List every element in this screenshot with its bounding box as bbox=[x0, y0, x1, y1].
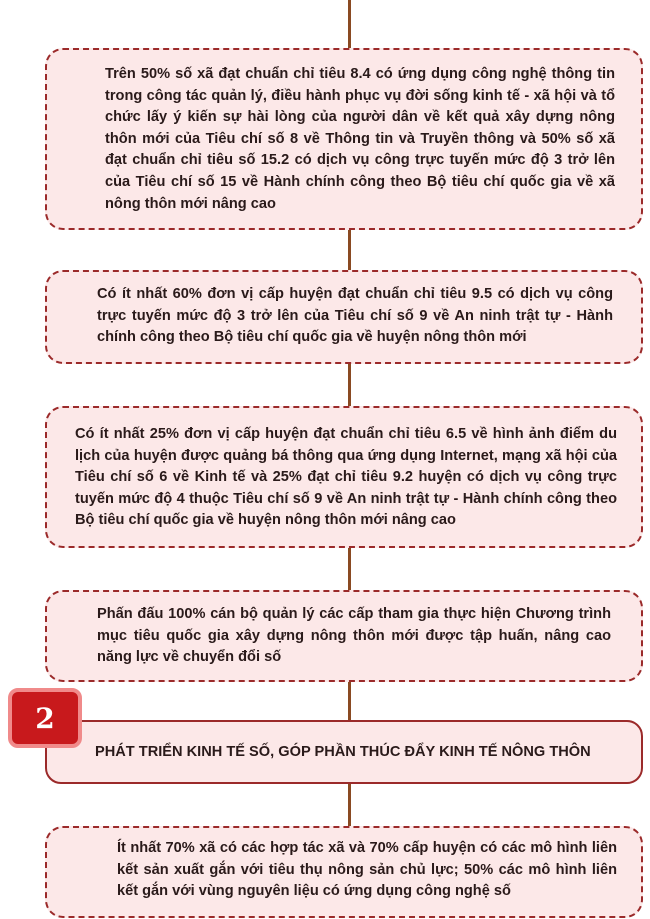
connector-line bbox=[348, 546, 351, 592]
connector-line bbox=[348, 362, 351, 408]
card-tap-huan bbox=[45, 590, 643, 682]
card-text: Phấn đấu 100% cán bộ quản lý các cấp tham gia thực hiện Chương trình mục tiêu quốc gia xây dựng nông thôn mới được tập huấn, nâng cao năng lực về chuyển đổi số bbox=[97, 606, 611, 666]
section-number-badge bbox=[8, 688, 82, 748]
connector-line bbox=[348, 680, 351, 722]
connector-line bbox=[348, 782, 351, 828]
card-text: Có ít nhất 25% đơn vị cấp huyện đạt chuẩn chỉ tiêu 6.5 về hình ảnh điểm du lịch của huyện được quảng bá thông qua ứng dụng Internet, mạng xã hội của Tiêu chí số 6 về Kinh tế và 25% đạt chỉ tiêu 9.2 huyện có dịch vụ công trực tuyến mức độ 4 thuộc Tiêu chí số 9 về An ninh trật tự - Hành chính công theo Bộ tiêu chí quốc gia về huyện nông thôn mới nâng cao bbox=[75, 426, 617, 529]
card-xa-ncds bbox=[45, 48, 643, 230]
connector-line bbox=[348, 228, 351, 272]
card-text: Trên 50% số xã đạt chuẩn chỉ tiêu 8.4 có ứng dụng công nghệ thông tin trong công tác quản lý, điều hành phục vụ đời sống kinh tế - xã hội và tổ chức lấy ý kiến sự hài lòng của người dân về kết quả xây dựng nông thôn mới của Tiêu chí số 8 về Thông tin và Truyền thông và 50% số xã đạt chuẩn chỉ tiêu số 15.2 có dịch vụ công trực tuyến mức độ 3 trở lên của Tiêu chí số 15 về Hành chính công theo Bộ tiêu chí quốc gia về xã nông thôn mới nâng cao bbox=[105, 66, 615, 212]
connector-line bbox=[348, 0, 351, 48]
card-huyen-du-lich bbox=[45, 406, 643, 548]
section-number: 2 bbox=[35, 701, 55, 735]
card-text: Có ít nhất 60% đơn vị cấp huyện đạt chuẩn chỉ tiêu 9.5 có dịch vụ công trực tuyến mức độ 3 trở lên của Tiêu chí số 9 về An ninh trật tự - Hành chính công theo Bộ tiêu chí quốc gia về huyện nông thôn mới bbox=[97, 286, 613, 346]
section-header bbox=[45, 720, 643, 784]
card-text: Ít nhất 70% xã có các hợp tác xã và 70% cấp huyện có các mô hình liên kết sản xuất gắn với tiêu thụ nông sản chủ lực; 50% các mô hình liên kết gắn với vùng nguyên liệu có ứng dụng công nghệ số bbox=[117, 840, 617, 900]
card-huyen-dvc bbox=[45, 270, 643, 364]
card-hop-tac-xa bbox=[45, 826, 643, 918]
section-title: PHÁT TRIỂN KINH TẾ SỐ, GÓP PHẦN THÚC ĐẨY KINH TẾ NÔNG THÔN bbox=[95, 744, 591, 760]
